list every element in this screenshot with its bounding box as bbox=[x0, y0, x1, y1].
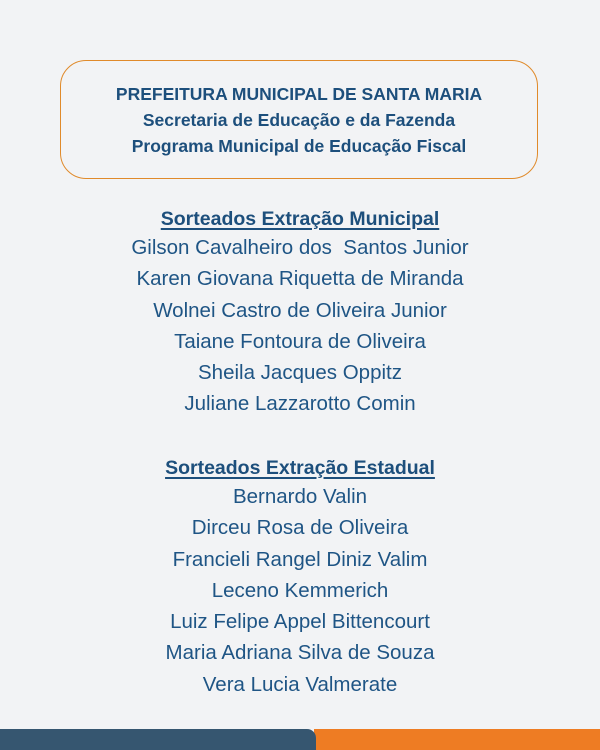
list-item: Francieli Rangel Diniz Valim bbox=[172, 547, 428, 571]
list-item: Luiz Felipe Appel Bittencourt bbox=[170, 610, 430, 634]
header-box bbox=[60, 60, 538, 179]
list-item: Taiane Fontoura de Oliveira bbox=[174, 329, 426, 353]
list-item: Bernardo Valin bbox=[232, 485, 368, 508]
list-item: Leceno Kemmerich bbox=[211, 578, 389, 602]
header-title: PREFEITURA MUNICIPAL DE SANTA MARIA bbox=[115, 83, 483, 104]
section-title-estadual: Sorteados Extração Estadual bbox=[165, 457, 435, 479]
footer-bar-orange bbox=[314, 729, 600, 750]
list-item: Gilson Cavalheiro dos Santos Junior bbox=[131, 236, 469, 259]
section-estadual bbox=[0, 455, 600, 700]
list-item: Wolnei Castro de Oliveira Junior bbox=[153, 298, 447, 322]
list-item: Maria Adriana Silva de Souza bbox=[165, 641, 435, 665]
section-municipal bbox=[0, 206, 600, 420]
section-title-municipal: Sorteados Extração Municipal bbox=[160, 208, 440, 230]
list-item: Karen Giovana Riquetta de Miranda bbox=[136, 267, 464, 291]
name-list-estadual bbox=[0, 481, 600, 700]
list-item: Juliane Lazzarotto Comin bbox=[184, 392, 416, 416]
name-list-municipal bbox=[0, 232, 600, 420]
list-item: Dirceu Rosa de Oliveira bbox=[191, 516, 409, 540]
header-secretaria: Secretaria de Educação e da Fazenda bbox=[142, 109, 456, 130]
list-item: Vera Lucia Valmerate bbox=[202, 672, 398, 696]
footer-bar-blue bbox=[0, 729, 316, 750]
header-programa: Programa Municipal de Educação Fiscal bbox=[131, 135, 467, 156]
list-item: Sheila Jacques Oppitz bbox=[198, 361, 402, 385]
